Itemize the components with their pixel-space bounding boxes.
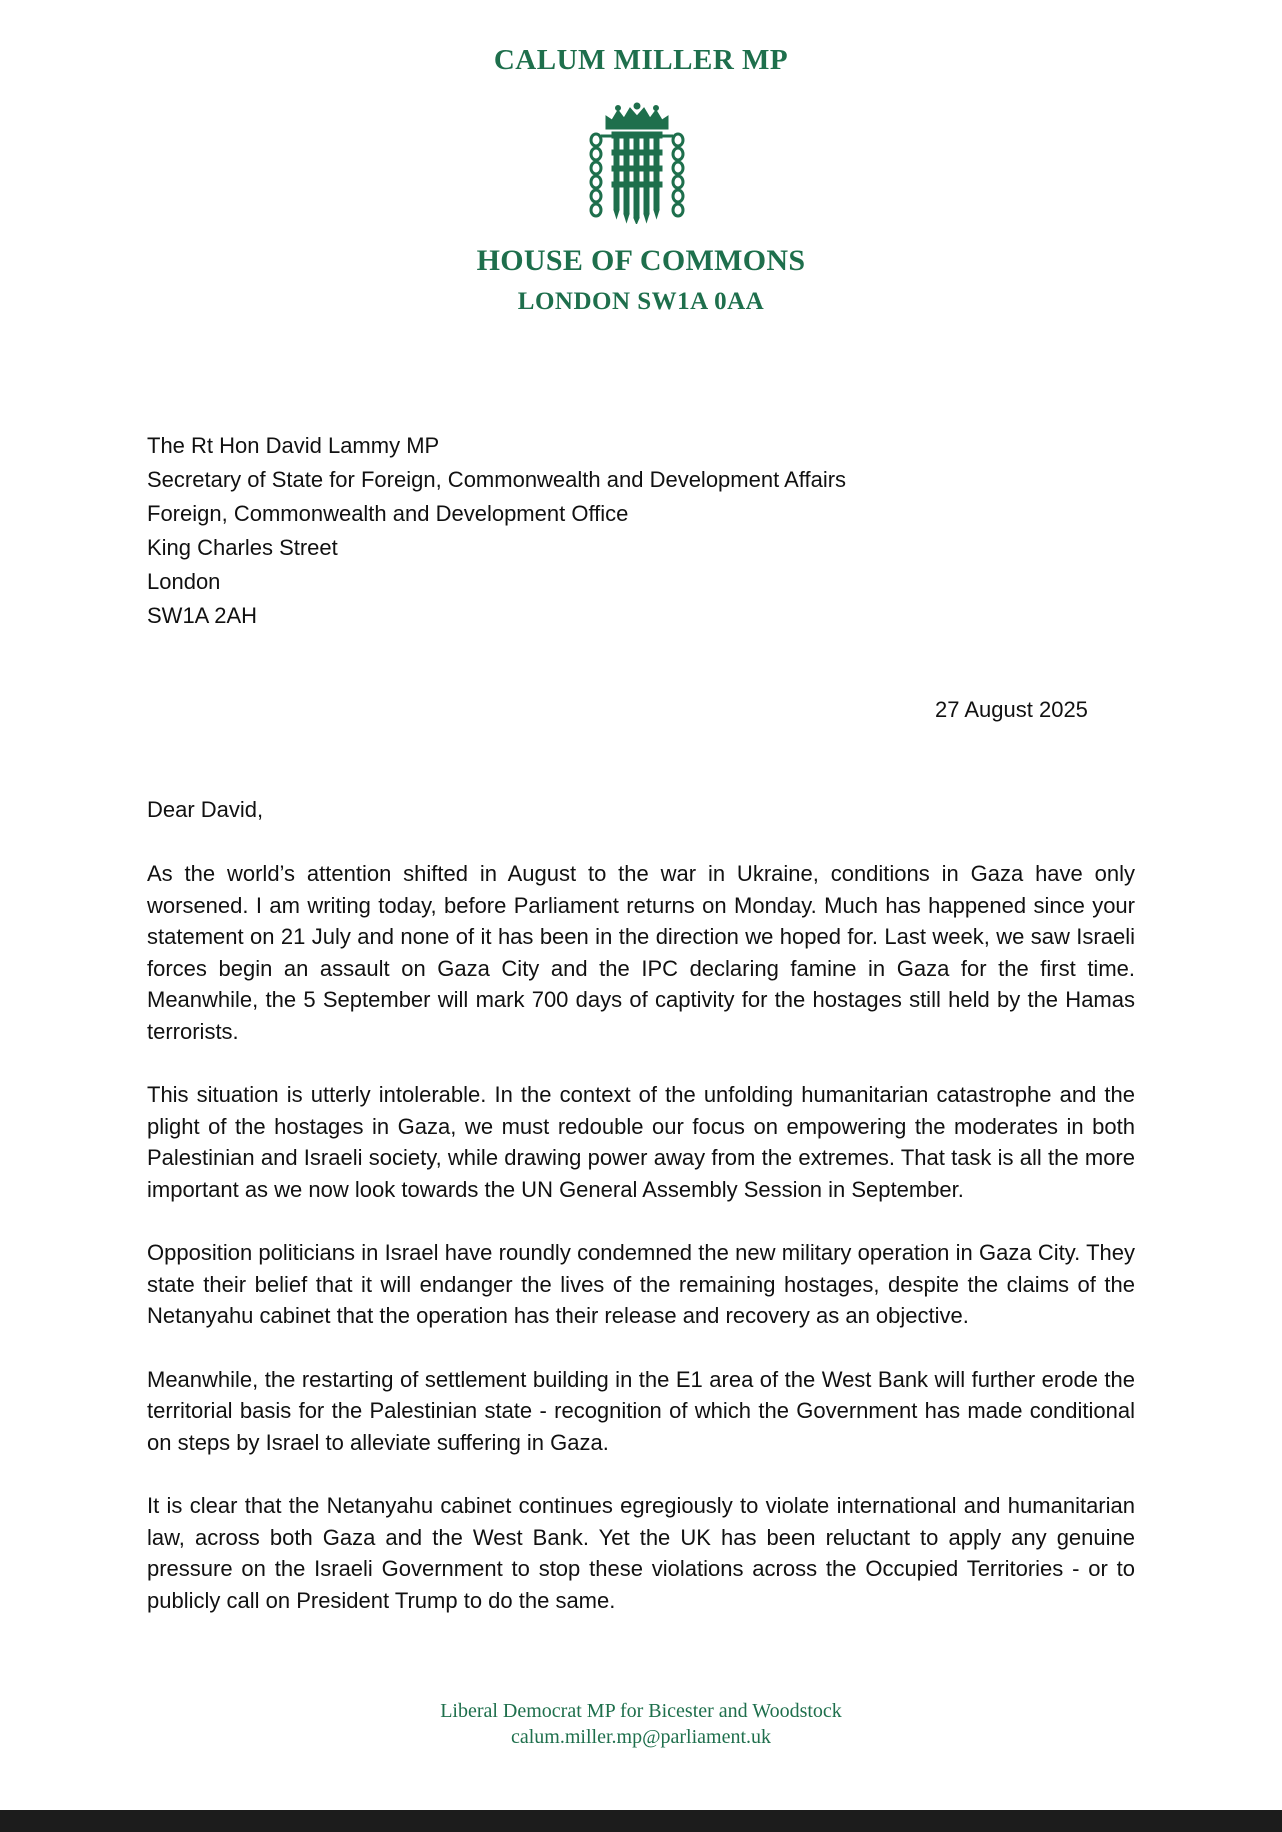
body-paragraph: This situation is utterly intolerable. In the context of the unfolding humanitarian catastrophe and the plight of the hostages in Gaza, we must redouble our focus on empowering the moderates in both Palestinian and Israeli society, while drawing power away from the extremes. That task is all the more important as we now look towards the UN General Assembly Session in September. — [147, 1082, 1135, 1202]
recipient-line: King Charles Street — [147, 535, 338, 560]
portcullis-icon — [584, 102, 690, 224]
letter-date: 27 August 2025 — [935, 697, 1088, 722]
house-of-commons-title: HOUSE OF COMMONS — [476, 244, 806, 277]
recipient-line: The Rt Hon David Lammy MP — [147, 433, 440, 458]
bottom-bar — [0, 1810, 1282, 1832]
footer-email: calum.miller.mp@parliament.uk — [510, 1726, 772, 1748]
footer-constituency: Liberal Democrat MP for Bicester and Woodstock — [440, 1700, 842, 1722]
salutation: Dear David, — [147, 797, 264, 822]
recipient-address — [147, 429, 846, 633]
recipient-line: SW1A 2AH — [147, 603, 258, 628]
body-paragraph: Meanwhile, the restarting of settlement building in the E1 area of the West Bank will further erode the territorial basis for the Palestinian state - recognition of which the Government has made conditional on steps by Israel to alleviate suffering in Gaza. — [147, 1366, 1135, 1455]
letter-body — [147, 858, 1135, 1648]
letter-footer — [0, 1698, 1282, 1750]
recipient-line: London — [147, 569, 221, 594]
mp-name: CALUM MILLER MP — [493, 44, 789, 76]
recipient-line: Foreign, Commonwealth and Development Office — [147, 501, 629, 526]
recipient-line: Secretary of State for Foreign, Commonwealth and Development Affairs — [147, 467, 847, 492]
body-paragraph: It is clear that the Netanyahu cabinet continues egregiously to violate international and humanitarian law, across both Gaza and the West Bank. Yet the UK has been reluctant to apply any genuine pressure on the Israeli Government to stop these violations across the Occupied Territories - or to publicly call on President Trump to do the same. — [147, 1493, 1135, 1613]
body-paragraph: Opposition politicians in Israel have roundly condemned the new military operation in Gaza City. They state their belief that it will endanger the lives of the remaining hostages, despite the claims of the Netanyahu cabinet that the operation has their release and recovery as an objective. — [147, 1240, 1135, 1328]
house-address: LONDON SW1A 0AA — [517, 288, 765, 315]
body-paragraph: As the world’s attention shifted in August to the war in Ukraine, conditions in Gaza have only worsened. I am writing today, before Parliament returns on Monday. Much has happened since your statement on 21 July and none of it has been in the direction we hoped for. Last week, we saw Israeli forces begin an assault on Gaza City and the IPC declaring famine in Gaza for the first time. Meanwhile, the 5 September will mark 700 days of captivity for the hostages still held by the Hamas terrorists. — [147, 861, 1135, 1044]
